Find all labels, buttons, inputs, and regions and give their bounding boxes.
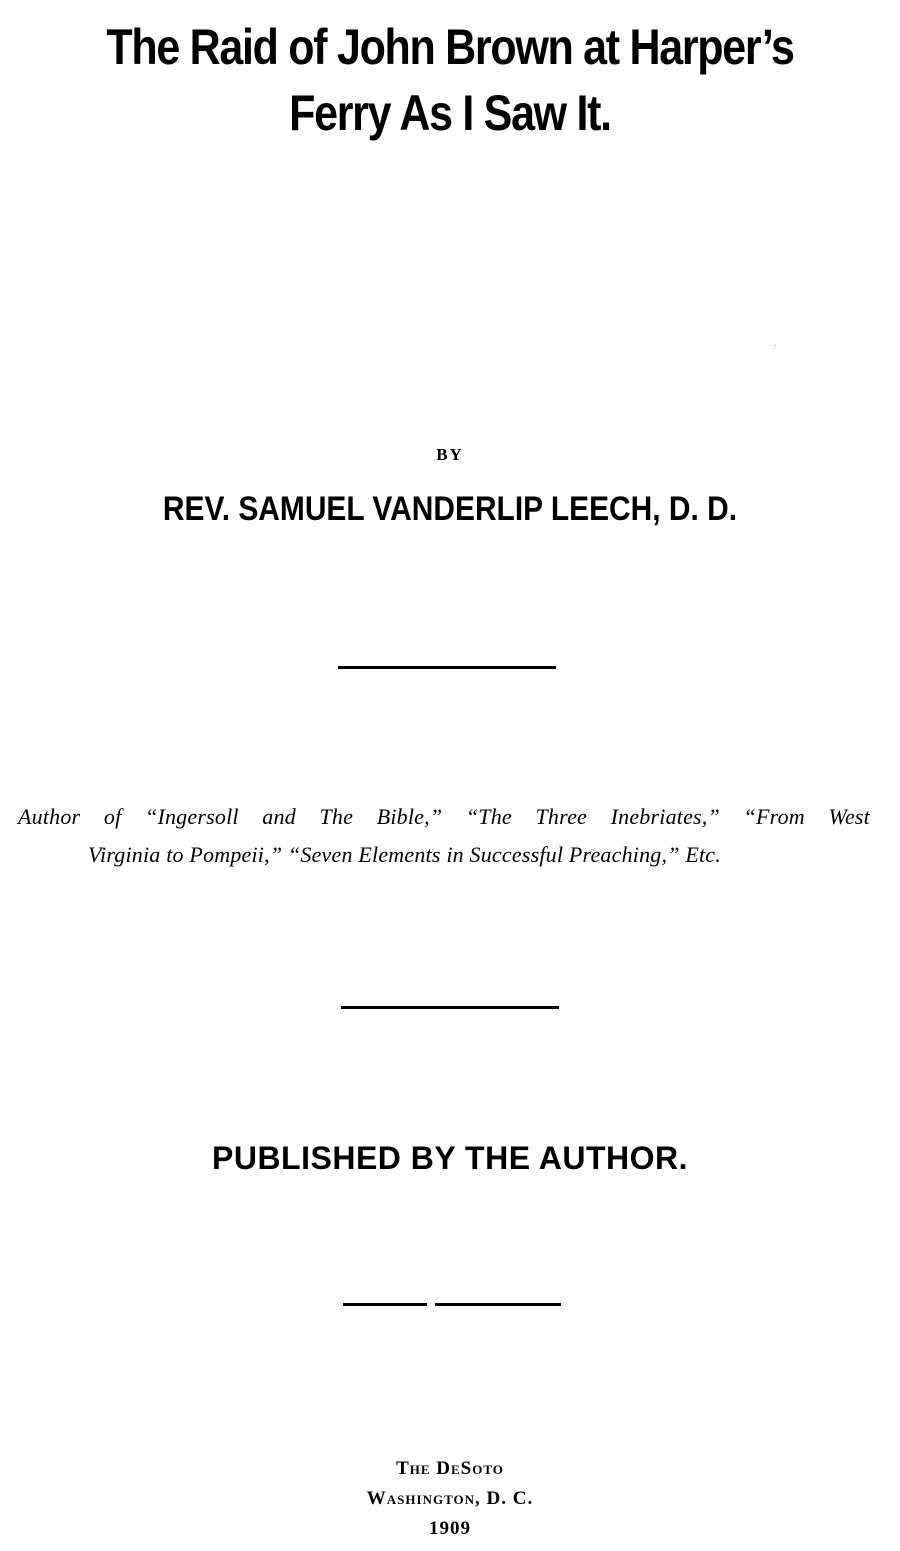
divider-rule-1 — [338, 666, 556, 669]
book-title-line-1: The Raid of John Brown at Harper’s — [106, 19, 794, 75]
publisher-line: PUBLISHED BY THE AUTHOR. — [211, 1140, 689, 1176]
divider-rule-3-left — [343, 1303, 427, 1306]
book-title — [97, 14, 802, 146]
print-speck — [774, 345, 776, 346]
divider-rule-2 — [341, 1006, 559, 1009]
other-works-line-1: Author of “Ingersoll and The Bible,” “The Three Inebriates,” “From West — [18, 804, 870, 829]
other-works — [18, 798, 878, 874]
imprint-city: Washington, D. C. — [366, 1488, 534, 1509]
imprint — [0, 1454, 900, 1544]
by-label: BY — [436, 445, 464, 464]
book-title-line-2: Ferry As I Saw It. — [289, 85, 611, 141]
imprint-press: The DeSoto — [396, 1458, 504, 1479]
imprint-year: 1909 — [429, 1518, 471, 1539]
divider-rule-3-right — [435, 1303, 561, 1306]
other-works-line-2: Virginia to Pompeii,” “Seven Elements in Successful Preaching,” Etc. — [88, 842, 721, 867]
author-name: REV. SAMUEL VANDERLIP LEECH, D. D. — [162, 490, 738, 528]
